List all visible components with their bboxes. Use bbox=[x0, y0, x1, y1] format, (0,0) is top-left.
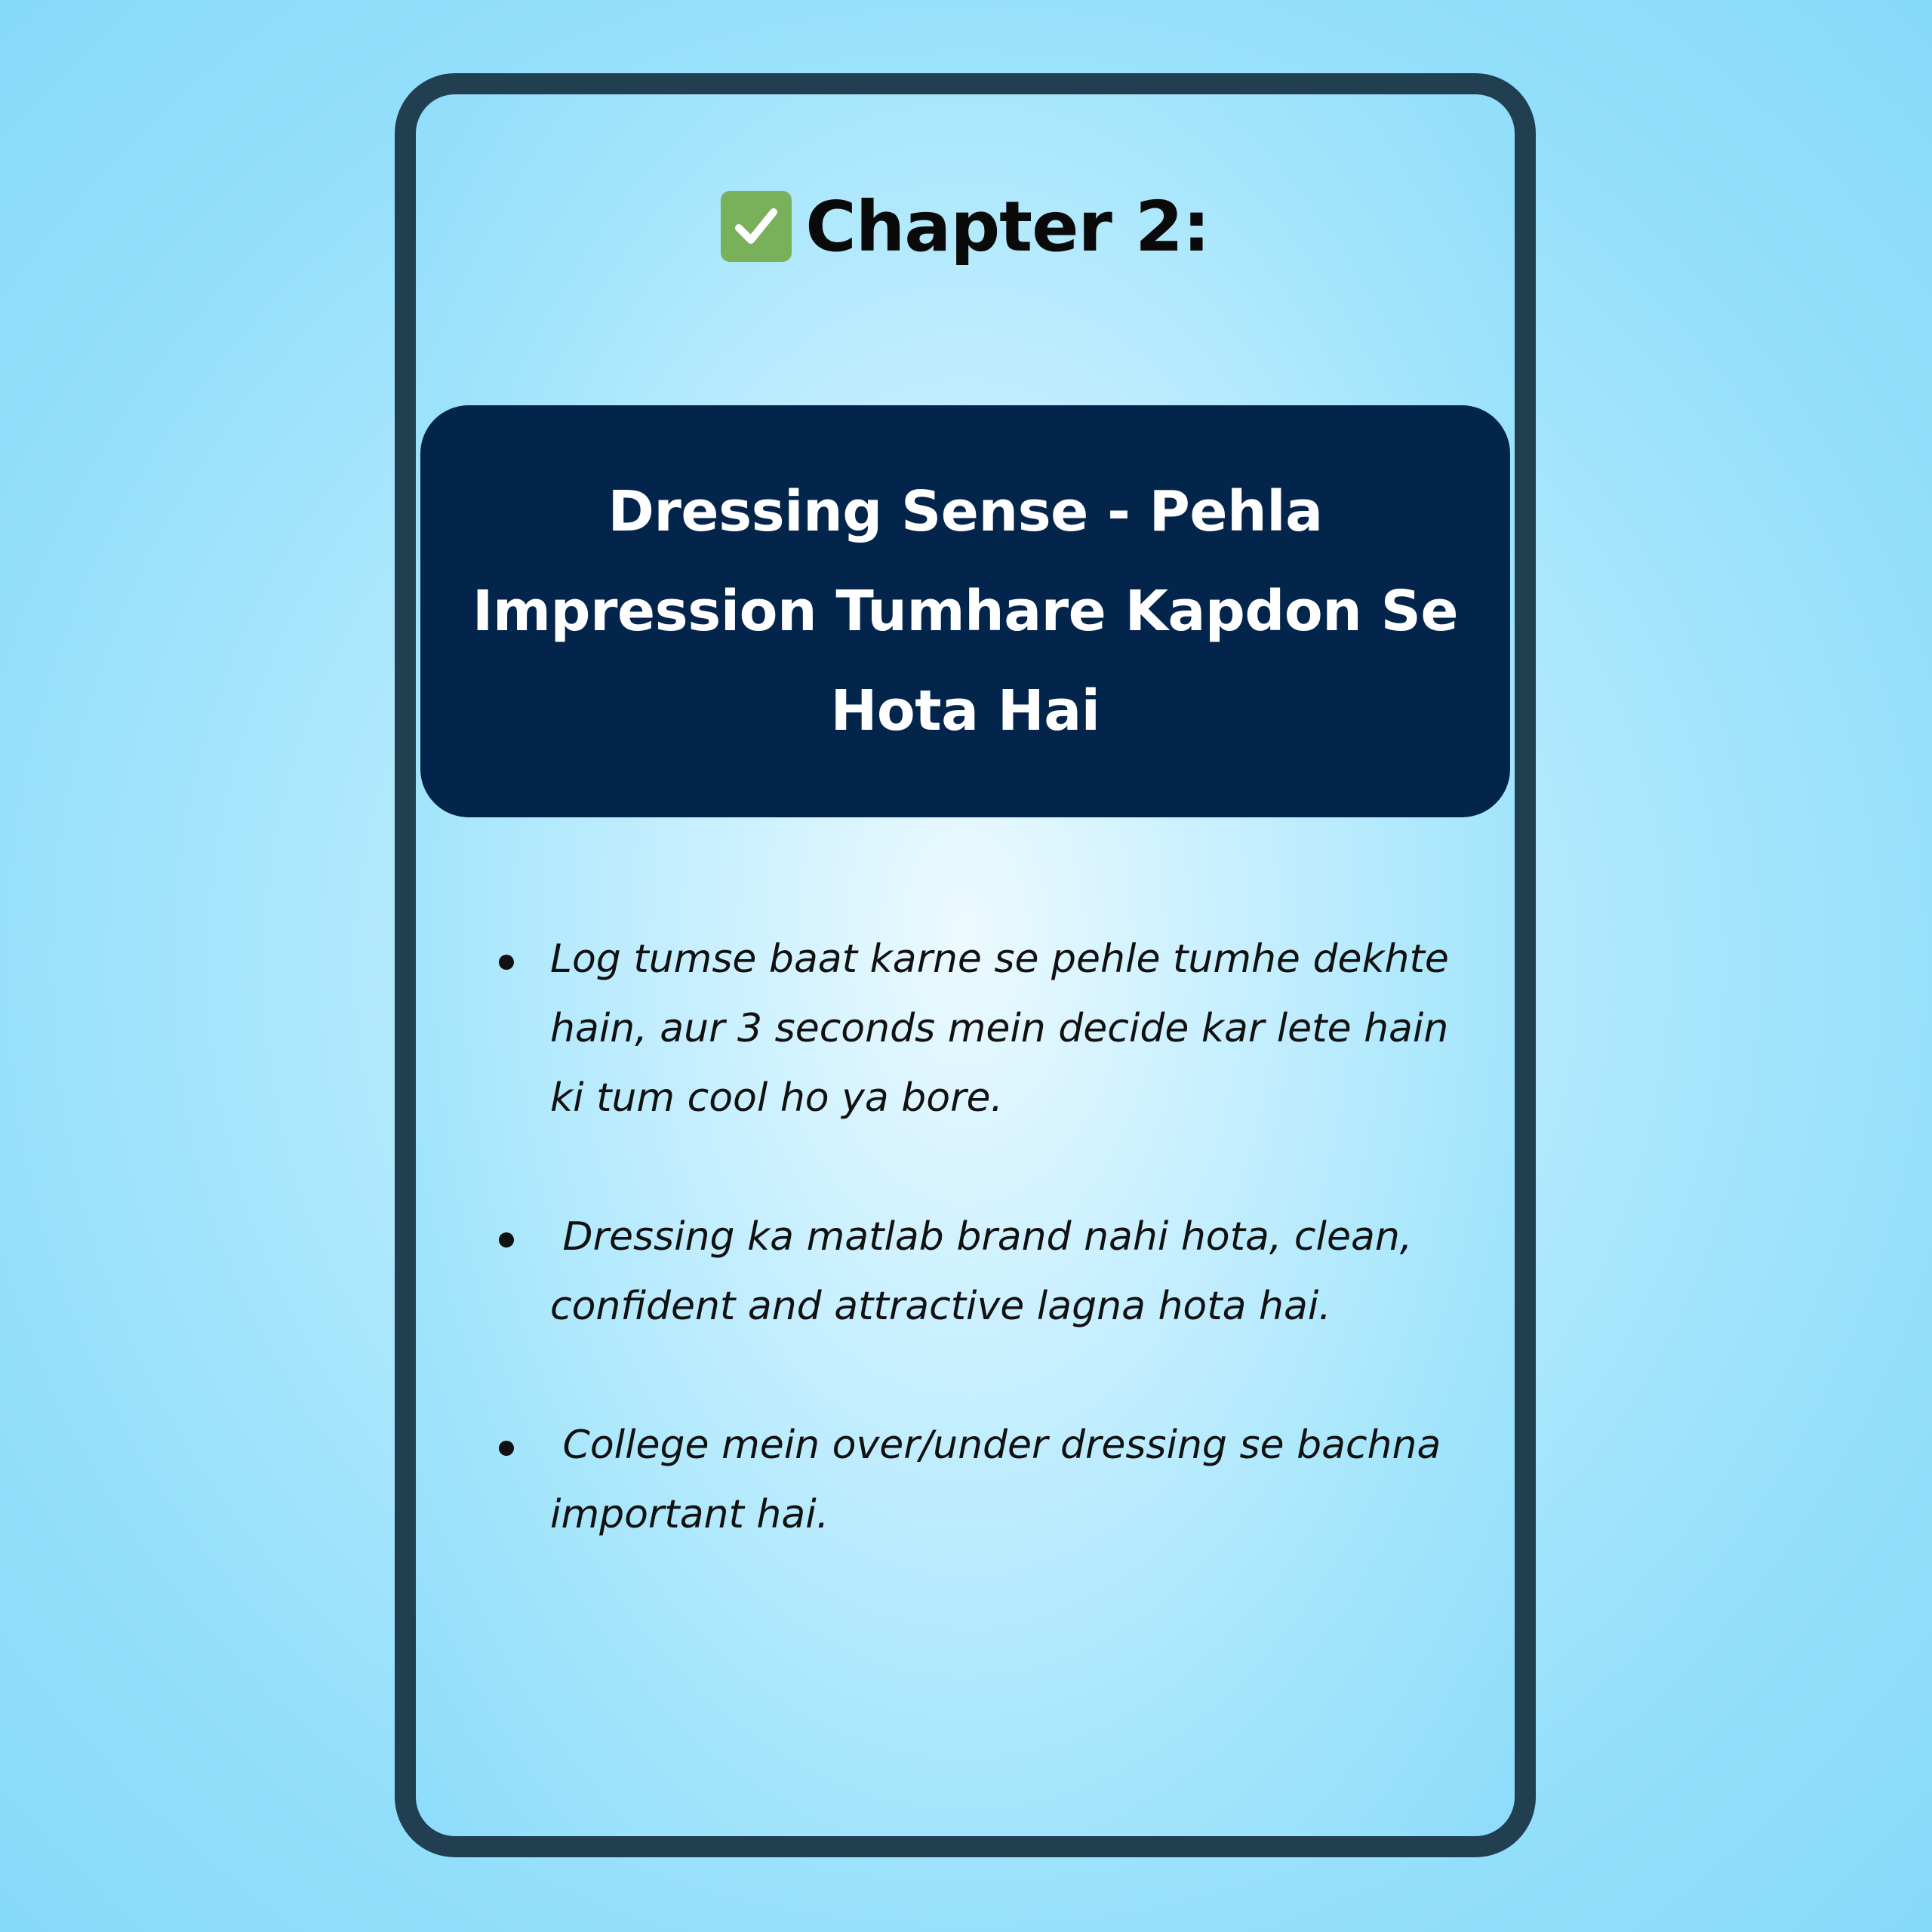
check-mark-button-icon bbox=[721, 191, 792, 262]
list-item bbox=[490, 1202, 1469, 1341]
list-item bbox=[490, 924, 1469, 1133]
bullet-dot bbox=[499, 1441, 514, 1456]
bullet-dot bbox=[499, 955, 514, 970]
chapter-card bbox=[395, 73, 1536, 1857]
bullet-text: Dressing ka matlab brand nahi hota, clean, confident and attractive lagna hota hai. bbox=[550, 1214, 1425, 1329]
bullet-dot bbox=[499, 1232, 514, 1247]
bullet-list bbox=[490, 924, 1469, 1619]
bullet-text: Log tumse baat karne se pehle tumhe dekhte hain, aur 3 seconds mein decide kar lete hain ki tum cool ho ya bore. bbox=[550, 937, 1462, 1121]
chapter-heading bbox=[416, 177, 1515, 275]
chapter-label: Chapter 2: bbox=[805, 186, 1210, 267]
bullet-text: College mein over/under dressing se bachna important hai. bbox=[550, 1423, 1454, 1537]
title-banner bbox=[420, 405, 1510, 817]
list-item bbox=[490, 1411, 1469, 1549]
chapter-title: Dressing Sense - Pehla Impression Tumhare Kapdon Se Hota Hai bbox=[472, 479, 1459, 743]
